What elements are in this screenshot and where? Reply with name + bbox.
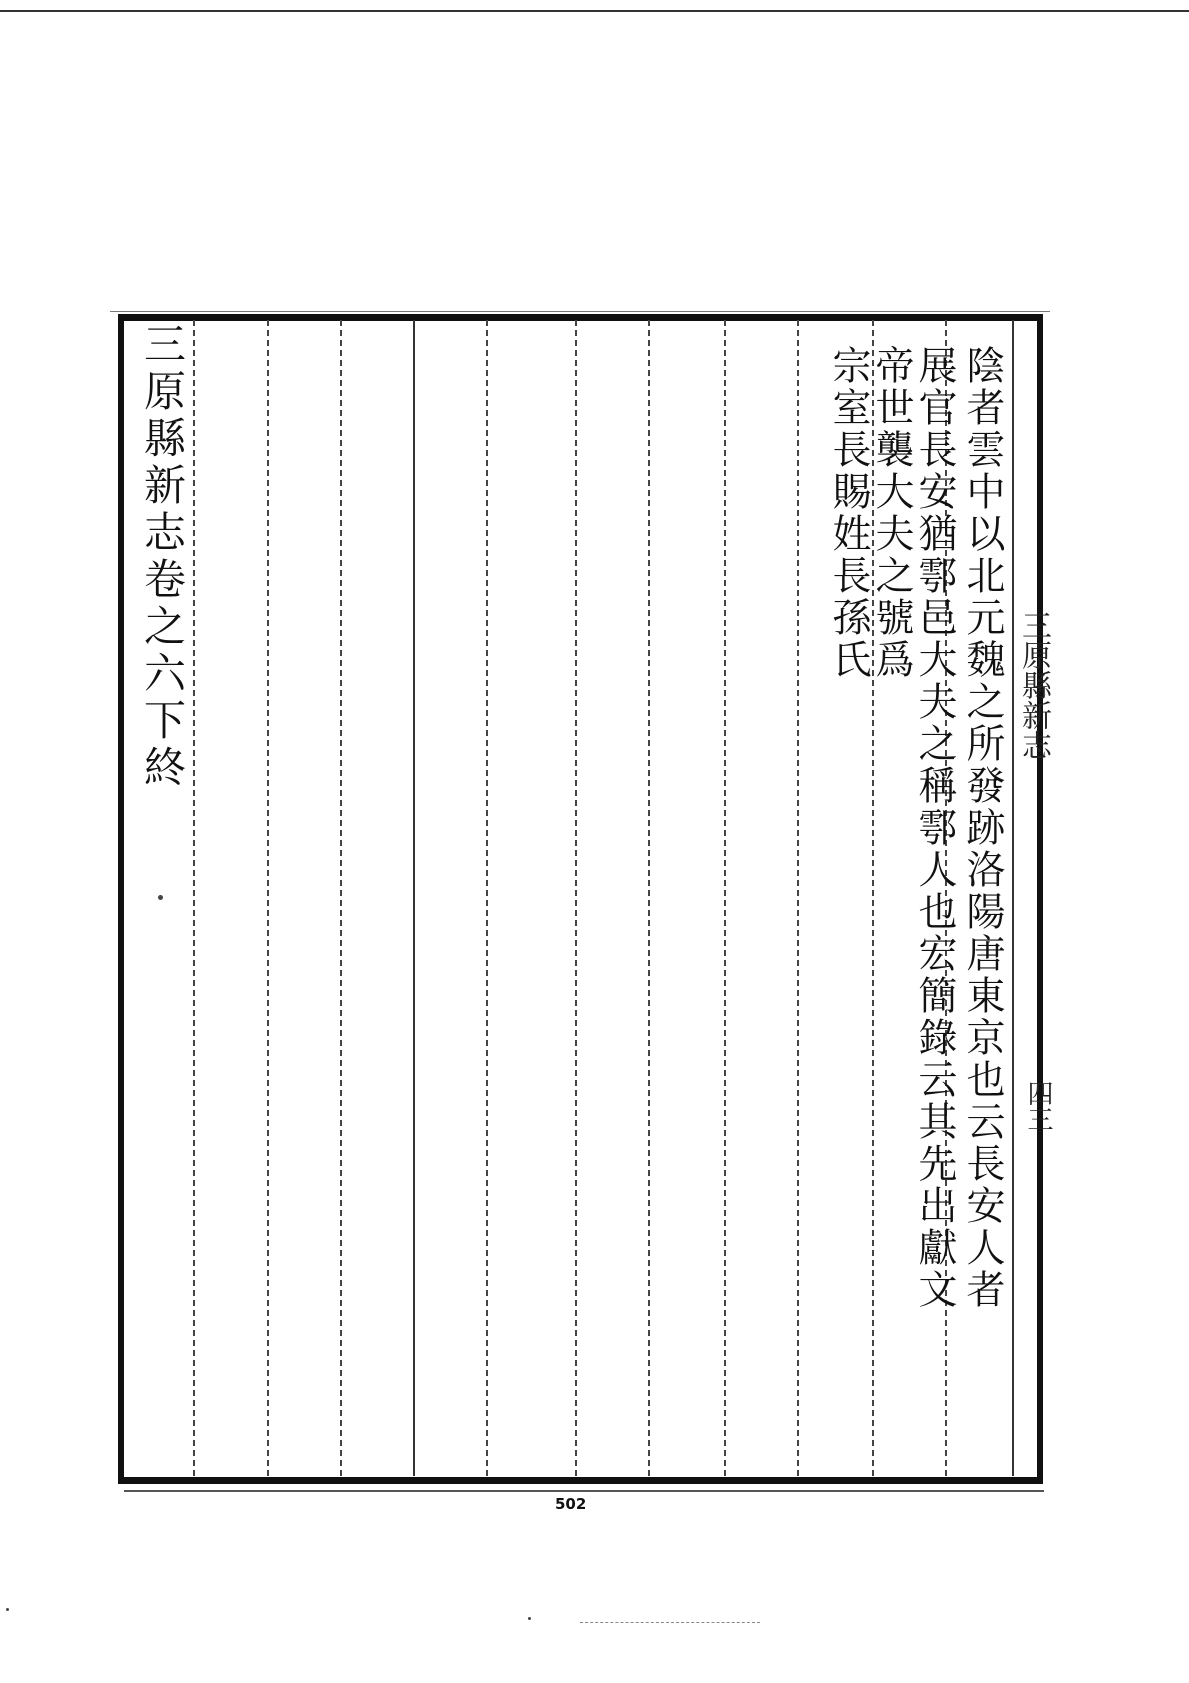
text-column-1: 陰者雲中以北元魏之所發跡洛陽唐東京也云長安人者 (960, 345, 1005, 1311)
column-divider (193, 320, 195, 1476)
column-divider (648, 320, 650, 1476)
scan-speck (158, 895, 163, 900)
column-divider (486, 320, 488, 1476)
text-column-4: 宗室長賜姓長孫氏 (826, 345, 871, 681)
text-column-2: 展官長安猶鄠邑大夫之稱鄠人也宏簡錄云其先出獻文 (912, 345, 957, 1311)
margin-label: 三原縣新志 (1016, 610, 1051, 760)
column-divider (1012, 320, 1014, 1476)
closing-title: 三原縣新志卷之六下終 (138, 322, 187, 792)
frame-outer-rule (110, 311, 1050, 312)
column-divider (724, 320, 726, 1476)
scan-artifact-line (580, 1622, 760, 1624)
scan-speck (6, 1608, 9, 1611)
margin-number: 四三 (1023, 1080, 1053, 1132)
column-divider (575, 320, 577, 1476)
text-column-3: 帝世襲大夫之號爲 (869, 345, 914, 681)
top-rule (0, 10, 1189, 12)
scan-speck (528, 1617, 531, 1620)
column-divider (267, 320, 269, 1476)
page-number: 502 (555, 1495, 587, 1513)
frame-outer-rule (124, 1490, 1044, 1492)
column-divider (797, 320, 799, 1476)
column-divider (413, 320, 415, 1476)
column-divider (340, 320, 342, 1476)
